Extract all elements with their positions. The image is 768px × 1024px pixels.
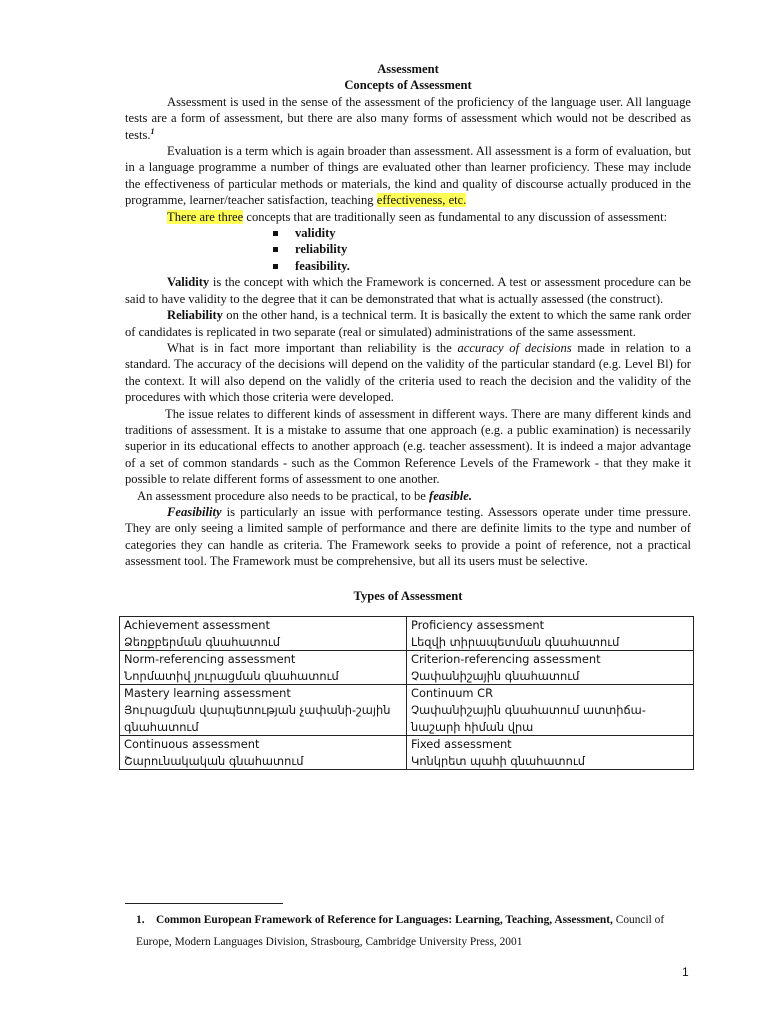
- highlighted-text: There are three: [167, 209, 244, 224]
- paragraph-evaluation: Evaluation is a term which is again broader than assessment. All assessment is a form of evaluation, but in a language programme a number of things are evaluated other than learner proficiency. These may include the effectiveness of particular methods or materials, the kind and quality of discourse actually produced in the programme, learner/teacher satisfaction, teaching effectiveness, etc.: [125, 144, 691, 208]
- document-title: Assessment: [377, 62, 439, 76]
- table-cell: Norm-referencing assessment Նորմատիվ յուրացման գնահատում: [120, 651, 407, 685]
- paragraph-assessment: Assessment is used in the sense of the assessment of the proficiency of the language user. All language tests are a form of assessment, but there are also many forms of assessment which would not be described as tests.$^1$: [125, 94, 691, 142]
- list-item: reliability: [273, 241, 691, 257]
- table-cell: Criterion-referencing assessment Չափանիշային գնահատում: [407, 651, 694, 685]
- footnote: 1. Common European Framework of Reference for Languages: Learning, Teaching, Assessment, Council of Europe, Modern Languages Division, Strasbourg, Cambridge University Press, 2001: [136, 909, 696, 953]
- table-cell: Continuous assessment Շարունակական գնահատում: [120, 736, 407, 770]
- paragraph-validity: Validity is the concept with which the Framework is concerned. A test or assessment procedure can be said to have validity to the degree that it can be demonstrated that what is actually assessed (the construct).: [125, 275, 691, 306]
- table-row: [120, 736, 694, 770]
- table-row: [120, 651, 694, 685]
- document-body: [125, 61, 691, 770]
- paragraph-reliability: Reliability on the other hand, is a technical term. It is basically the extent to which the same rank order of candidates is replicated in two separate (real or simulated) administrations of the same assessment.: [125, 308, 691, 339]
- list-item: validity: [273, 225, 691, 241]
- footnote-divider: [125, 903, 283, 904]
- page-number: 1: [682, 965, 689, 979]
- types-table: [119, 616, 694, 770]
- paragraph-practical: An assessment procedure also needs to be practical, to be feasible.: [137, 488, 473, 503]
- table-cell: Fixed assessment Կոնկրետ պահի գնահատում: [407, 736, 694, 770]
- table-cell: Proficiency assessment Լեզվի տիրապետման գնահատում: [407, 617, 694, 651]
- types-title: Types of Assessment: [353, 588, 463, 603]
- highlighted-text: effectiveness, etc.: [376, 193, 467, 208]
- paragraph-accuracy: What is in fact more important than reliability is the accuracy of decisions made in relation to a standard. The accuracy of the decisions will depend on the validity of the particular standard (e.g. Level Bl) for the context. It will also depend on the validly of the criteria used to reach the decision and the validity of the procedures with which those criteria were developed.: [125, 340, 691, 405]
- footnote-number: 1.: [136, 914, 145, 926]
- footnote-ref[interactable]: 1: [150, 126, 155, 136]
- table-cell: Achievement assessment Ձեռքբերման գնահատում: [120, 617, 407, 651]
- paragraph-kinds: The issue relates to different kinds of assessment in different ways. There are many different kinds and traditions of assessment. It is a mistake to assume that one approach (e.g. a public examination) is necessarily superior in its educational effects to another approach (e.g. teacher assessment). It is indeed a major advantage of a set of common standards - such as the Common Reference Levels of the Framework - that they make it possible to relate different forms of assessment to one another.: [125, 406, 691, 487]
- table-cell: Mastery learning assessment Յուրացման վարպետության չափանի-շային գնահատում: [120, 685, 407, 736]
- section-title: Concepts of Assessment: [344, 78, 472, 93]
- table-row: [120, 617, 694, 651]
- concepts-list: [125, 225, 691, 274]
- paragraph-feasibility: Feasibility is particularly an issue with performance testing. Assessors operate under time pressure. They are only seeing a limited sample of performance and there are definite limits to the type and number of categories they can handle as criteria. The Framework seeks to provide a point of reference, not a practical assessment tool. The Framework must be comprehensive, but all its users must be selective.: [125, 504, 691, 569]
- paragraph-three-concepts: There are three concepts that are traditionally seen as fundamental to any discussion of assessment:: [167, 209, 668, 224]
- list-item: feasibility.: [273, 258, 691, 274]
- table-cell: Continuum CR Չափանիշային գնահատում ատտիճա-նաշարի հիման վրա: [407, 685, 694, 736]
- table-row: [120, 685, 694, 736]
